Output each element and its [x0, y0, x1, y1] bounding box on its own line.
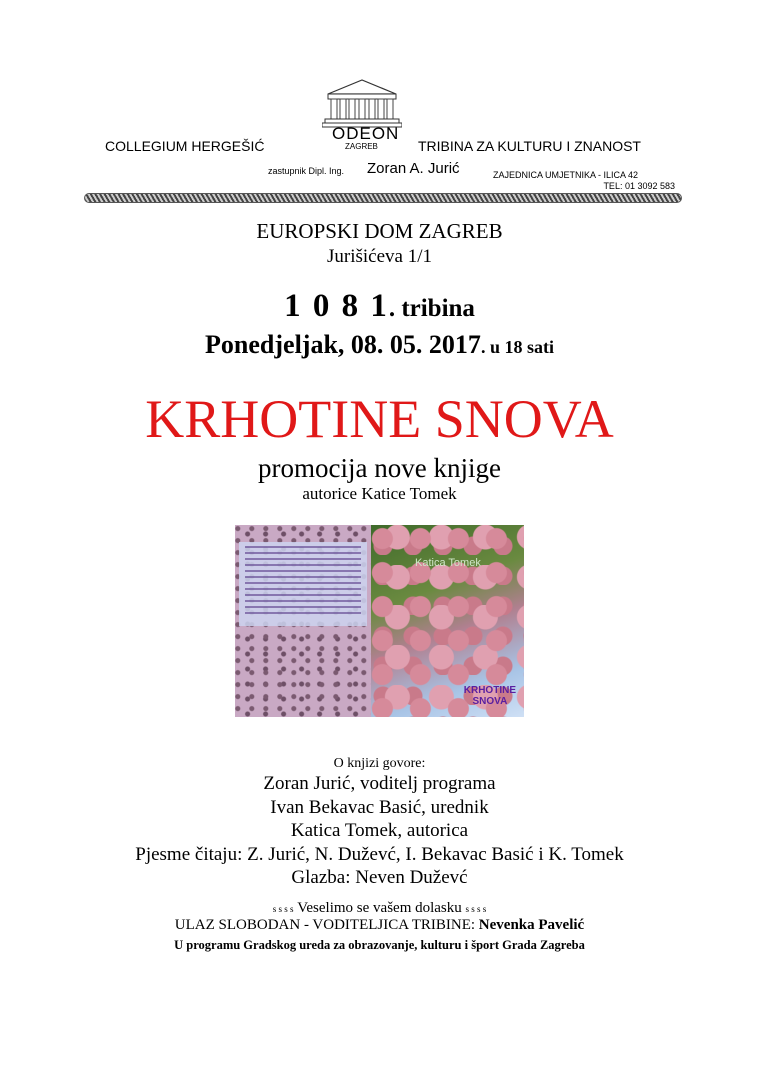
speakers-heading: O knjizi govore:	[333, 756, 426, 771]
event-date	[0, 330, 759, 360]
cover-title	[464, 685, 516, 707]
speaker-line: Pjesme čitaju: Z. Jurić, N. Duževć, I. Bekavac Basić i K. Tomek	[135, 843, 624, 865]
book-back-cover	[235, 525, 371, 717]
rep-prefix: zastupnik Dipl. Ing.	[268, 166, 345, 176]
org-left: COLLEGIUM HERGEŠIĆ	[105, 138, 265, 154]
venue-name: EUROPSKI DOM ZAGREB	[256, 219, 503, 243]
event-time: . u 18 sati	[480, 337, 554, 357]
speaker-line: Zoran Jurić, voditelj programa	[263, 773, 496, 794]
host-name: Nevenka Pavelić	[478, 917, 585, 933]
cover-author: Katica Tomek	[415, 557, 481, 569]
speaker-line: Ivan Bekavac Basić, urednik	[270, 796, 489, 818]
welcome-text: Veselimo se vašem dolasku	[297, 900, 462, 916]
event-date-value: Ponedjeljak, 08. 05. 2017	[205, 330, 481, 359]
speaker-line: Katica Tomek, autorica	[290, 820, 469, 841]
cover-title-line2: SNOVA	[472, 696, 508, 707]
speakers-list	[0, 772, 759, 890]
event-number	[0, 288, 759, 325]
ornament-right: ѕ ѕ ѕ ѕ	[465, 904, 487, 914]
logo-name: ODEON	[332, 124, 400, 143]
entry-line	[0, 917, 759, 934]
event-number-value: 1 0 8 1	[284, 288, 389, 324]
event-subtitle: promocija nove knjige	[258, 453, 501, 483]
entry-text: ULAZ SLOBODAN - VODITELJICA TRIBINE:	[174, 917, 479, 933]
author-line: autorice Katice Tomek	[302, 484, 457, 503]
event-number-suffix: . tribina	[388, 295, 475, 322]
welcome-line	[0, 900, 759, 917]
phone: TEL: 01 3092 583	[603, 181, 675, 191]
rep-name: Zoran A. Jurić	[367, 160, 460, 177]
speaker-line: Glazba: Neven Duževć	[291, 867, 468, 888]
book-cover-image	[235, 525, 524, 717]
cover-title-line1: KRHOTINE	[463, 685, 516, 696]
ornament-left: ѕ ѕ ѕ ѕ	[272, 904, 294, 914]
address: ZAJEDNICA UMJETNIKA - ILICA 42	[493, 170, 639, 180]
logo-city: ZAGREB	[345, 142, 378, 151]
rope-divider	[84, 193, 682, 203]
back-cover-blurb	[239, 542, 367, 626]
program-line: U programu Gradskog ureda za obrazovanje, kulturu i šport Grada Zagreba	[174, 938, 585, 952]
temple-logo-icon	[322, 78, 402, 128]
venue-street: Jurišićeva 1/1	[326, 246, 432, 267]
book-front-cover	[371, 525, 524, 717]
org-right: TRIBINA ZA KULTURU I ZNANOST	[418, 138, 641, 154]
event-title: KRHOTINE SNOVA	[145, 389, 614, 449]
